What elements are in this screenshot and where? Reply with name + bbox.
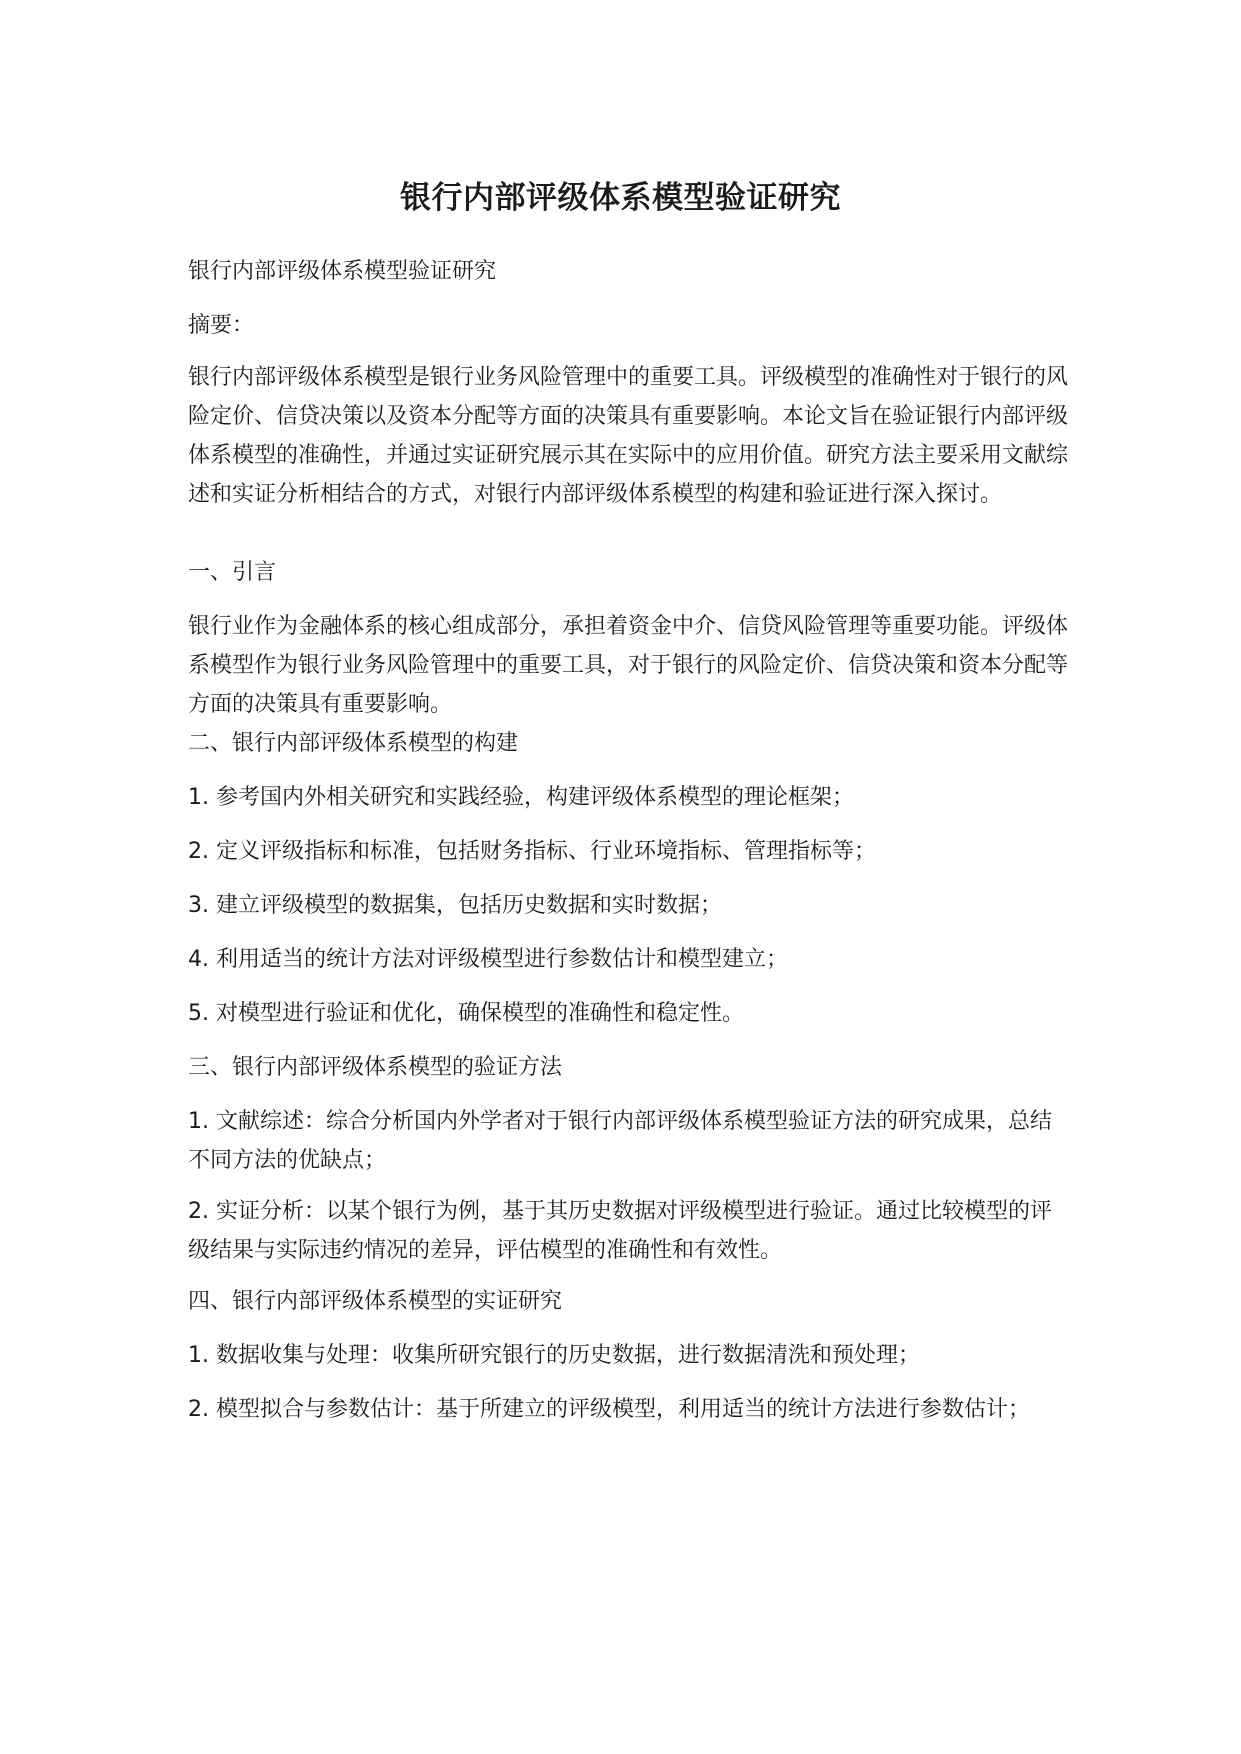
list-item: 2. 模型拟合与参数估计：基于所建立的评级模型，利用适当的统计方法进行参数估计； bbox=[188, 1397, 1030, 1422]
section-heading-introduction: 一、引言 bbox=[188, 560, 277, 585]
list-item: 2. 实证分析：以某个银行为例，基于其历史数据对评级模型进行验证。通过比较模型的评级结果与实际违约情况的差异，评估模型的准确性和有效性。 bbox=[188, 1199, 1052, 1263]
subtitle-paragraph: 银行内部评级体系模型验证研究 bbox=[188, 259, 497, 284]
abstract-heading: 摘要： bbox=[188, 313, 255, 338]
list-item: 4. 利用适当的统计方法对评级模型进行参数估计和模型建立； bbox=[188, 947, 788, 972]
section-heading-empirical-study: 四、银行内部评级体系模型的实证研究 bbox=[188, 1289, 563, 1314]
section-heading-validation-methods: 三、银行内部评级体系模型的验证方法 bbox=[188, 1055, 563, 1080]
document-title: 银行内部评级体系模型验证研究 bbox=[400, 180, 841, 216]
list-item: 1. 数据收集与处理：收集所研究银行的历史数据，进行数据清洗和预处理； bbox=[188, 1343, 920, 1368]
section-heading-construction: 二、银行内部评级体系模型的构建 bbox=[188, 731, 519, 756]
list-item: 1. 参考国内外相关研究和实践经验，构建评级体系模型的理论框架； bbox=[188, 785, 854, 810]
list-item: 2. 定义评级指标和标准，包括财务指标、行业环境指标、管理指标等； bbox=[188, 839, 876, 864]
list-item: 1. 文献综述：综合分析国内外学者对于银行内部评级体系模型验证方法的研究成果，总结不同方法的优缺点； bbox=[188, 1109, 1052, 1173]
list-item: 5. 对模型进行验证和优化，确保模型的准确性和稳定性。 bbox=[188, 1001, 744, 1026]
list-item: 3. 建立评级模型的数据集，包括历史数据和实时数据； bbox=[188, 893, 722, 918]
abstract-paragraph: 银行内部评级体系模型是银行业务风险管理中的重要工具。评级模型的准确性对于银行的风险定价、信贷决策以及资本分配等方面的决策具有重要影响。本论文旨在验证银行内部评级体系模型的准确性，并通过实证研究展示其在实际中的应用价值。研究方法主要采用文献综述和实证分析相结合的方式，对银行内部评级体系模型的构建和验证进行深入探讨。 bbox=[188, 365, 1069, 507]
introduction-paragraph: 银行业作为金融体系的核心组成部分，承担着资金中介、信贷风险管理等重要功能。评级体系模型作为银行业务风险管理中的重要工具，对于银行的风险定价、信贷决策和资本分配等方面的决策具有重要影响。 bbox=[188, 614, 1069, 717]
